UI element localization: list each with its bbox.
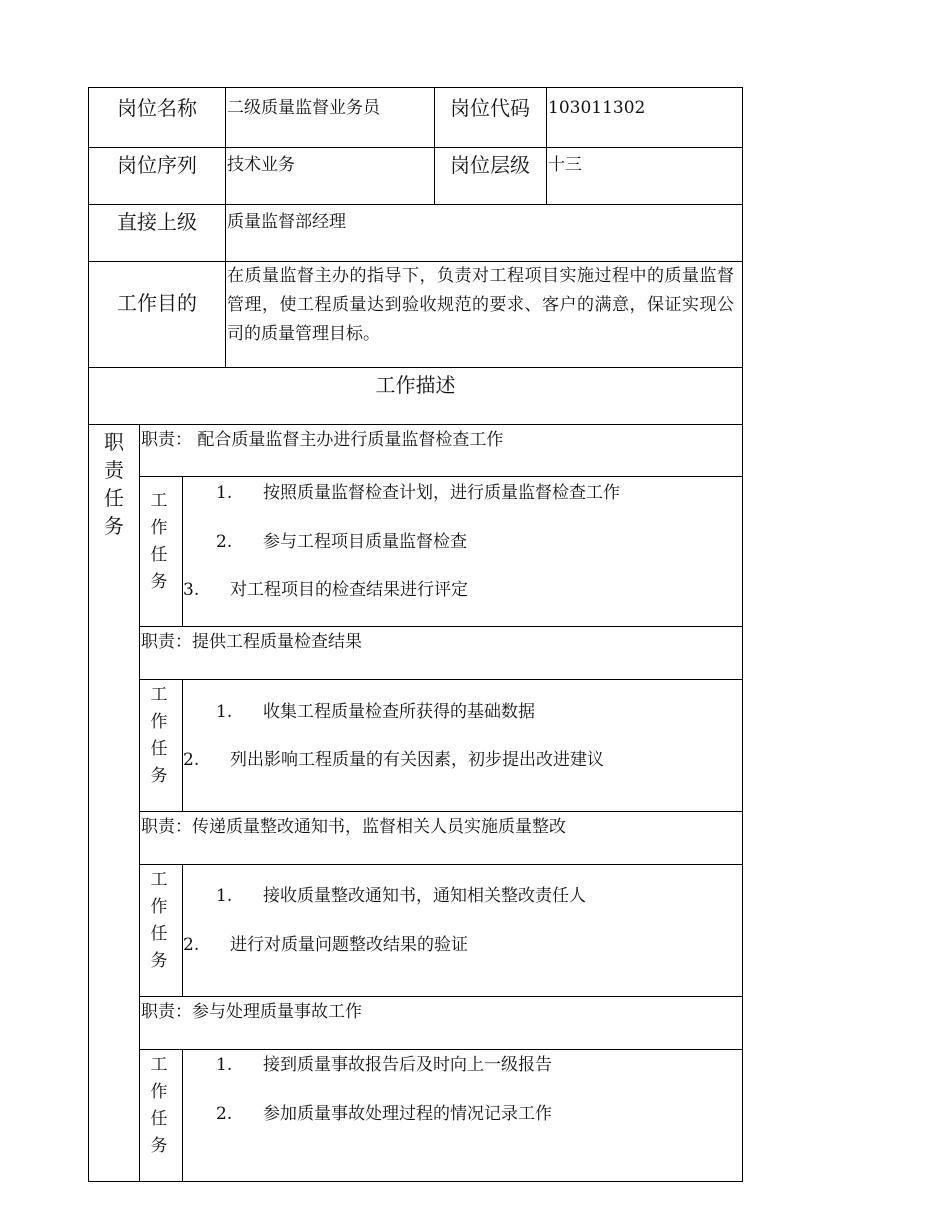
- task-label-char: 任: [150, 1109, 168, 1129]
- duties-label-char: 务: [104, 514, 124, 538]
- grid-line: [139, 679, 742, 680]
- task-label-char: 工: [150, 685, 168, 705]
- duty-title: 职责：传递质量整改通知书，监督相关人员实施质量整改: [141, 817, 566, 837]
- task-label-char: 作: [150, 518, 168, 538]
- task-number: 2.: [216, 532, 233, 552]
- grid-line: [139, 626, 742, 627]
- position-series-value: 技术业务: [227, 155, 295, 175]
- task-item: [216, 700, 535, 724]
- task-label-char: 工: [150, 491, 168, 511]
- supervisor-label: 直接上级: [117, 210, 197, 234]
- task-text: 按照质量监督检查计划，进行质量监督检查工作: [263, 483, 620, 503]
- task-number: 1.: [216, 1055, 233, 1075]
- task-text: 收集工程质量检查所获得的基础数据: [263, 702, 535, 722]
- task-label-char: 作: [150, 712, 168, 732]
- task-vertical-label: [149, 1052, 169, 1160]
- task-number: 1.: [216, 702, 233, 722]
- task-number: 2.: [183, 935, 200, 955]
- duties-label-char: 职: [104, 430, 124, 454]
- task-label-char: 任: [150, 739, 168, 759]
- position-code-value: 103011302: [548, 98, 646, 118]
- task-vertical-label: [149, 867, 169, 975]
- task-vertical-label: [149, 682, 169, 790]
- duties-vertical-label: [103, 428, 125, 540]
- task-item: [216, 530, 467, 554]
- task-number: 1.: [216, 483, 233, 503]
- task-vertical-label: [149, 488, 169, 596]
- task-label-char: 务: [150, 1136, 168, 1156]
- task-item: [183, 933, 468, 957]
- grid-line: [139, 1049, 742, 1050]
- grid-line: [182, 864, 183, 996]
- task-label-char: 作: [150, 897, 168, 917]
- task-item: [216, 481, 620, 505]
- grid-line: [89, 204, 742, 205]
- duty-title: 职责： 配合质量监督主办进行质量监督检查工作: [141, 430, 504, 450]
- position-series-label: 岗位序列: [117, 153, 197, 177]
- job-description-table: [88, 87, 743, 1182]
- position-level-value: 十三: [548, 155, 582, 175]
- grid-line: [139, 996, 742, 997]
- task-item: [216, 1102, 552, 1126]
- task-text: 参加质量事故处理过程的情况记录工作: [263, 1104, 552, 1124]
- duties-label-char: 责: [104, 458, 124, 482]
- position-level-label: 岗位层级: [450, 153, 530, 177]
- task-label-char: 任: [150, 924, 168, 944]
- task-number: 2.: [183, 750, 200, 770]
- task-label-char: 务: [150, 572, 168, 592]
- duties-label-char: 任: [104, 486, 124, 510]
- grid-line: [139, 476, 742, 477]
- task-text: 参与工程项目质量监督检查: [263, 532, 467, 552]
- task-label-char: 任: [150, 545, 168, 565]
- task-number: 3.: [183, 580, 200, 600]
- task-label-char: 工: [150, 870, 168, 890]
- task-text: 接收质量整改通知书，通知相关整改责任人: [263, 886, 586, 906]
- task-text: 对工程项目的检查结果进行评定: [230, 580, 468, 600]
- grid-line: [139, 424, 140, 1181]
- grid-line: [182, 1049, 183, 1181]
- grid-line: [139, 864, 742, 865]
- grid-line: [89, 147, 742, 148]
- position-name-value: 二级质量监督业务员: [227, 98, 380, 118]
- grid-line: [182, 679, 183, 811]
- task-label-char: 务: [150, 951, 168, 971]
- purpose-value: 在质量监督主办的指导下，负责对工程项目实施过程中的质量监督管理，使工程质量达到验收规范的要求、客户的满意，保证实现公司的质量管理目标。: [227, 266, 734, 344]
- duty-title: 职责：参与处理质量事故工作: [141, 1002, 362, 1022]
- task-text: 接到质量事故报告后及时向上一级报告: [263, 1055, 552, 1075]
- duty-title: 职责：提供工程质量检查结果: [141, 632, 362, 652]
- task-number: 2.: [216, 1104, 233, 1124]
- task-text: 列出影响工程质量的有关因素，初步提出改进建议: [230, 750, 604, 770]
- grid-line: [139, 811, 742, 812]
- task-item: [183, 578, 468, 602]
- task-item: [183, 748, 604, 772]
- task-number: 1.: [216, 886, 233, 906]
- position-name-label: 岗位名称: [117, 96, 197, 120]
- task-item: [216, 1053, 552, 1077]
- grid-line: [89, 424, 742, 425]
- purpose-label: 工作目的: [117, 291, 197, 315]
- grid-line: [182, 476, 183, 626]
- supervisor-value: 质量监督部经理: [227, 212, 346, 232]
- task-label-char: 作: [150, 1082, 168, 1102]
- task-text: 进行对质量问题整改结果的验证: [230, 935, 468, 955]
- task-item: [216, 884, 586, 908]
- task-label-char: 工: [150, 1055, 168, 1075]
- position-code-label: 岗位代码: [450, 96, 530, 120]
- description-title: 工作描述: [375, 373, 456, 397]
- task-label-char: 务: [150, 766, 168, 786]
